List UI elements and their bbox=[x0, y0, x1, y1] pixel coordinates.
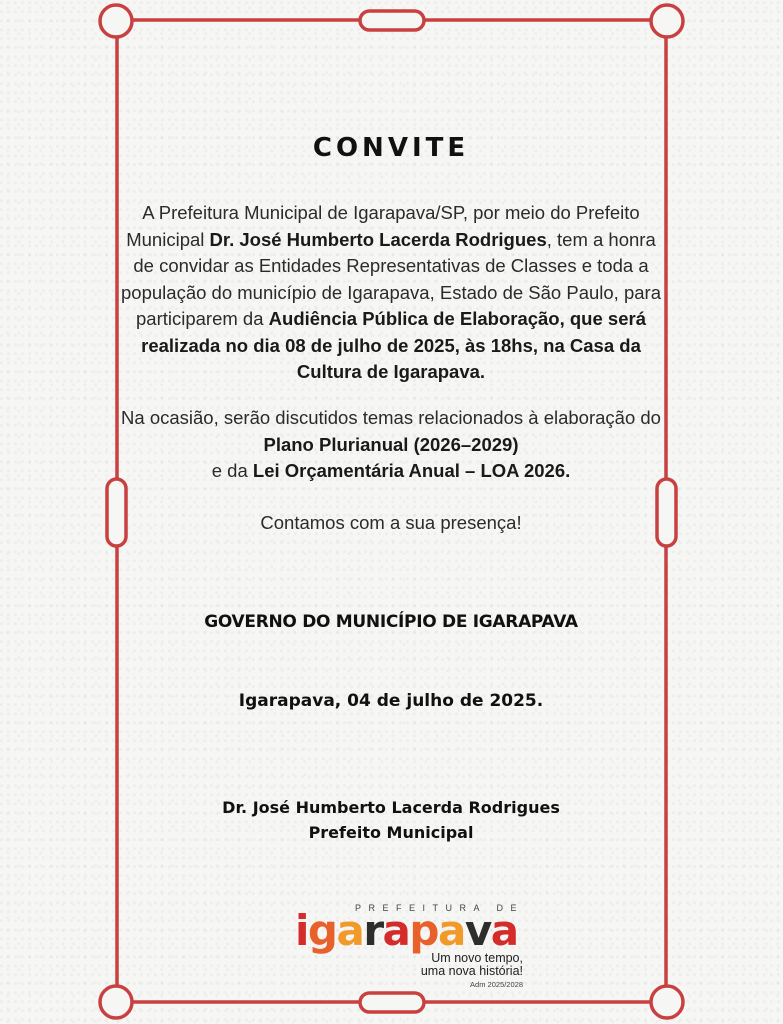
invitation-closing: Contamos com a sua presença! bbox=[260, 512, 522, 533]
logo-tagline bbox=[421, 952, 523, 978]
logo-letter: a bbox=[382, 906, 410, 955]
plan-name: Plano Plurianual (2026–2029) bbox=[263, 433, 519, 455]
logo-letter: a bbox=[490, 906, 518, 955]
logo-letter: a bbox=[437, 906, 465, 955]
logo-letter: r bbox=[363, 906, 383, 955]
logo-tagline-line-1: Um novo tempo, bbox=[431, 951, 523, 965]
logo-letter: a bbox=[336, 906, 364, 955]
government-heading: GOVERNO DO MUNICÍPIO DE IGARAPAVA bbox=[204, 612, 578, 632]
paragraph-1-text-b: , tem a honra de convidar as Entidades Representativas de Classes e toda a população do município de Igarapava, Estado de São Paulo, para participarem da bbox=[121, 228, 661, 329]
paragraph-2-text-b: e da bbox=[211, 460, 253, 481]
paragraph-2-text-a: Na ocasião, serão discutidos temas relacionados à elaboração do bbox=[121, 407, 661, 428]
event-details: Audiência Pública de Elaboração, que será realizada no dia 08 de julho de 2025, às 18hs, na Casa da Cultura de Igarapava. bbox=[141, 308, 646, 382]
logo-administration: Adm 2025/2028 bbox=[470, 980, 523, 989]
prefeitura-logo bbox=[295, 900, 525, 995]
logo-letter: v bbox=[464, 906, 491, 955]
invitation-paragraph-2 bbox=[118, 405, 664, 485]
mayor-name-inline: Dr. José Humberto Lacerda Rodrigues bbox=[209, 228, 547, 250]
signer-role: Prefeito Municipal bbox=[308, 823, 474, 842]
invitation-title: CONVITE bbox=[312, 133, 470, 163]
paragraph-1-text-a: A Prefeitura Municipal de Igarapava/SP, por meio do Prefeito Municipal bbox=[126, 202, 640, 250]
invitation-date: Igarapava, 04 de julho de 2025. bbox=[238, 691, 544, 711]
signature-block bbox=[118, 795, 664, 845]
logo-tagline-line-2: uma nova história! bbox=[420, 964, 523, 978]
logo-letter: p bbox=[409, 906, 438, 955]
loa-name: Lei Orçamentária Anual – LOA 2026. bbox=[252, 460, 571, 481]
signer-name: Dr. José Humberto Lacerda Rodrigues bbox=[222, 798, 560, 817]
logo-letter: g bbox=[307, 906, 337, 955]
invitation-content bbox=[118, 0, 664, 1024]
logo-top-text: PREFEITURA DE bbox=[355, 903, 525, 913]
invitation-paragraph-1 bbox=[118, 200, 664, 386]
logo-letter: i bbox=[295, 906, 308, 955]
logo-wordmark bbox=[295, 906, 518, 956]
